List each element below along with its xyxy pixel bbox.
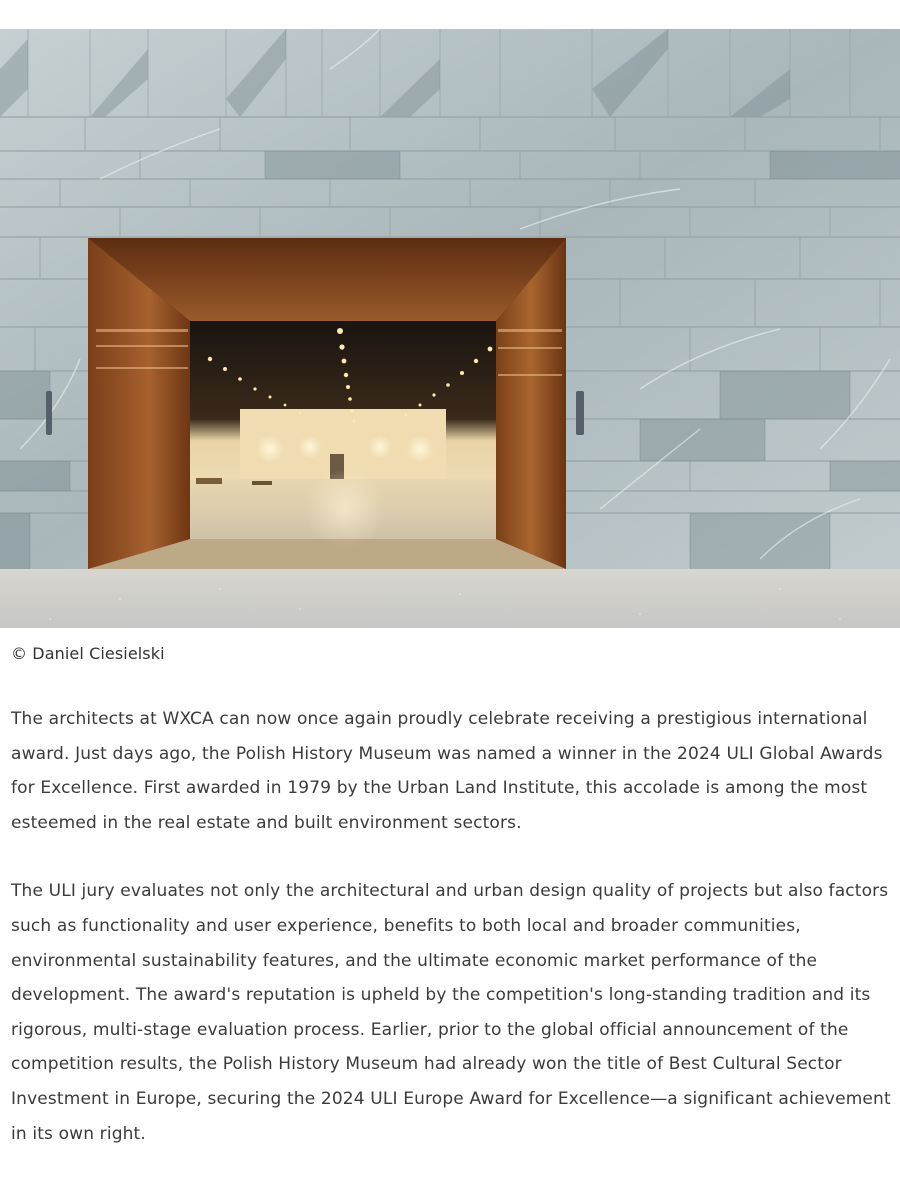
museum-entrance-photo <box>0 29 900 628</box>
article-paragraph-2: The ULI jury evaluates not only the architectural and urban design quality of projects but also factors such as functionality and user experience, benefits to both local and broader communities, environmental sustainability features, and the ultimate economic market performance of the development. The award's reputation is upheld by the competition's long-standing tradition and its rigorous, multi-stage evaluation process. Earlier, prior to the global official announcement of the competition results, the Polish History Museum had already won the title of Best Cultural Sector Investment in Europe, securing the 2024 ULI Europe Award for Excellence—a significant achievement in its own right. <box>11 881 891 1144</box>
article-paragraph-1: The architects at WXCA can now once again proudly celebrate receiving a prestigious international award. Just days ago, the Polish History Museum was named a winner in the 2024 ULI Global Awards for Excellence. First awarded in 1979 by the Urban Land Institute, this accolade is among the most esteemed in the real estate and built environment sectors. <box>11 709 883 833</box>
left-door-handle <box>46 391 52 435</box>
photo-caption: © Daniel Ciesielski <box>11 644 165 663</box>
hero-photo <box>0 29 900 628</box>
article-body <box>11 702 891 1185</box>
right-door-handle <box>576 391 584 435</box>
